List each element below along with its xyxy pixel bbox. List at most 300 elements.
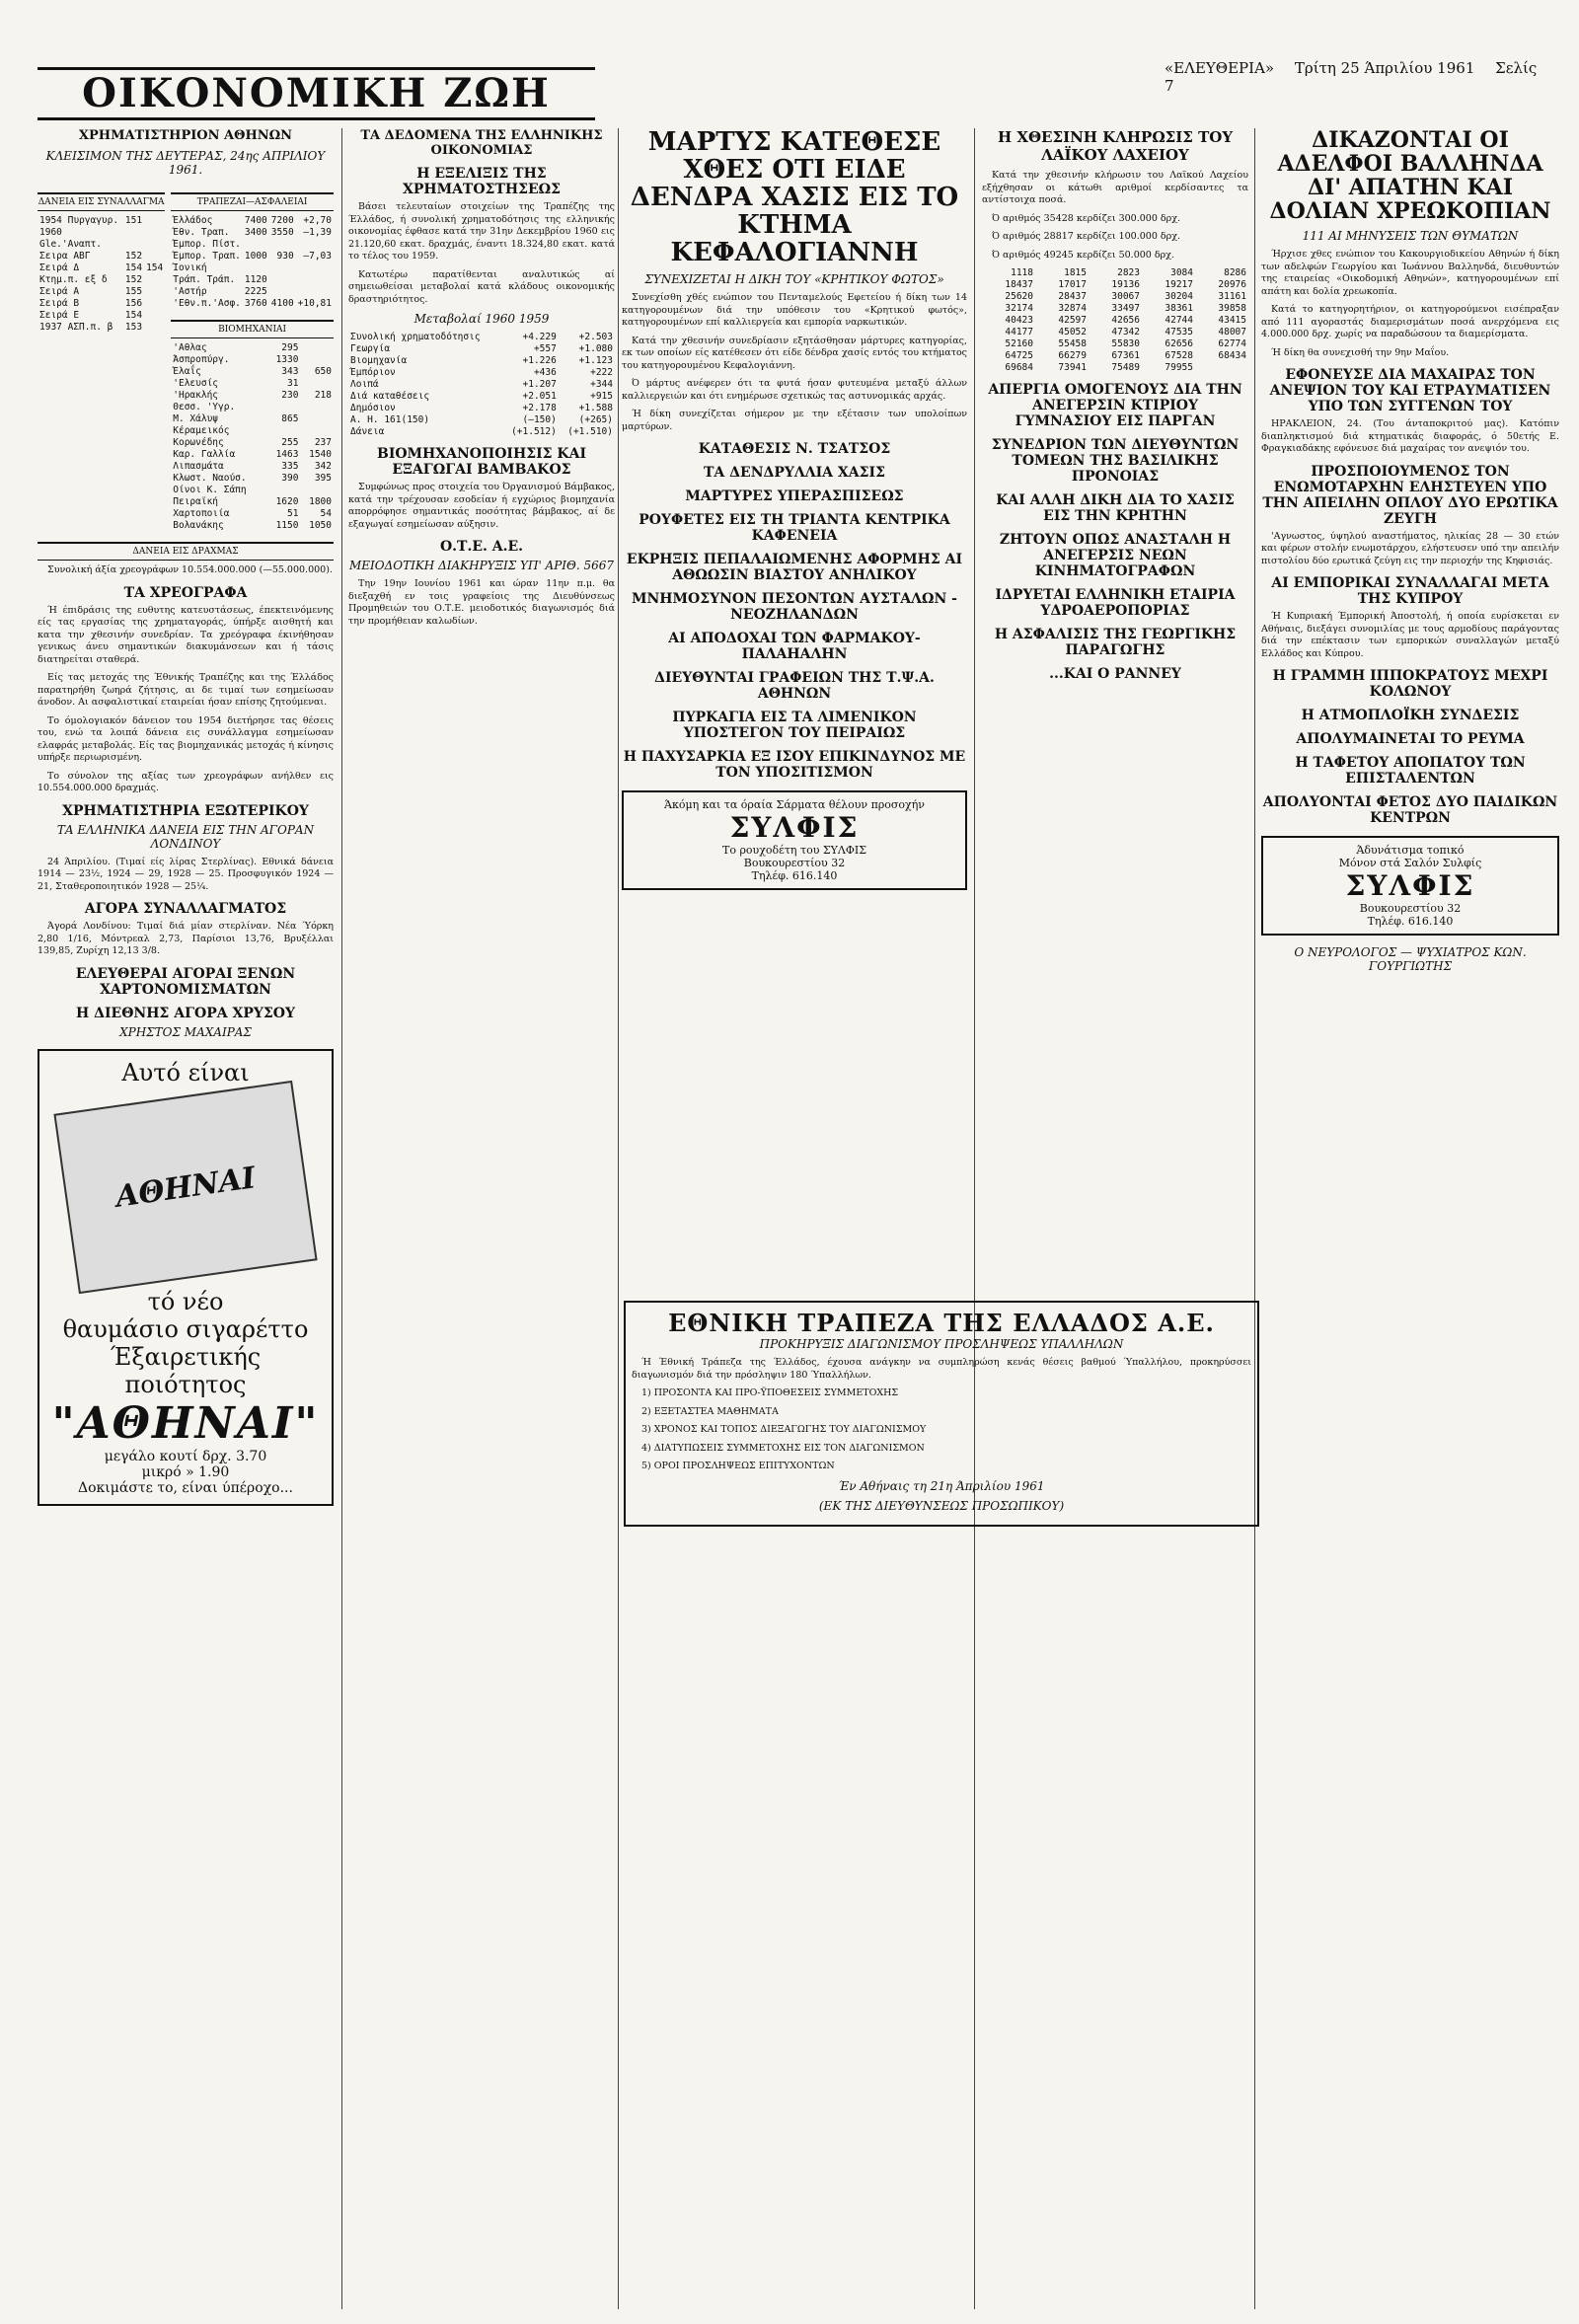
exchange-tables [38, 183, 334, 532]
page-number: Σελίς 7 [1165, 59, 1538, 95]
bank-row-cell: —7,03 [303, 251, 332, 262]
headline-explosion: ΕΚΡΗΞΙΣ ΠΕΠΑΛΑΙΩΜΕΝΗΣ ΑΦΟΡΜΗΣ ΑΙ ΑΘΩΩΣΙΝ ΒΙΑΣΤΟΥ ΑΝΗΛΙΚΟΥ [626, 552, 963, 583]
bank-row-cell [243, 239, 269, 251]
industry-row-cell: Λιπασμάτα [173, 461, 224, 472]
economy-row [348, 332, 615, 343]
loan-row [38, 286, 165, 298]
industry-row [171, 473, 334, 485]
industry-row-cell: 31 [287, 378, 299, 389]
ad-line3: θαυμάσιο σιγαρέττο [62, 1314, 309, 1343]
bank-row [171, 298, 334, 310]
lottery-number: 75489 [1111, 362, 1140, 373]
loan-row-cell: 1954 Πυργαγυρ. [39, 215, 119, 226]
headline-cinemas: ΖΗΤΟΥΝ ΟΠΩΣ ΑΝΑΣΤΑΛΗ Η ΑΝΕΓΕΡΣΙΣ ΝΕΩΝ ΚΙΝΗΜΑΤΟΓΡΑΦΩΝ [999, 532, 1232, 579]
industry-row [171, 508, 334, 520]
signature: ΧΡΗΣΤΟΣ ΜΑΧΑΙΡΑΣ [119, 1024, 252, 1039]
economy-paragraph: Βάσει τελευταίων στοιχείων της Τραπέζης της Έλλάδος, ή συνολική χρηματοδότησις της ελληνικής οικονομίας έφθασε κατά την 31ην Δεκεμβρίου 1960 εις 21.120,60 εκατ. δραχμάς, έναντι 18.324,80 εκατ. κατά το τέλος του 1959. [348, 201, 615, 262]
bank-subtitle: ΠΡΟΚΗΡΥΞΙΣ ΔΙΑΓΩΝΙΣΜΟΥ ΠΡΟΣΛΗΨΕΩΣ ΥΠΑΛΛΗΛΩΝ [759, 1337, 1124, 1351]
industry-row-cell: 'Ηρακλής [173, 390, 219, 401]
bank-paragraph: Ή Έθνική Τράπεζα της Έλλάδος, έχουσα ανάγκην να συμπληρώση κενάς θέσεις βαθμού Ύπαλλήλου, προκηρύσσει διαγωνισμόν διά την πρόσληψιν 180 Ύπαλλήλων. [632, 1357, 1251, 1381]
industry-row-cell: 218 [314, 390, 332, 401]
lottery-row [982, 267, 1248, 279]
lottery-number: 47342 [1111, 327, 1140, 337]
lottery-number: 55830 [1111, 338, 1140, 349]
bank-paragraph: 3) ΧΡΟΝΟΣ ΚΑΙ ΤΟΠΟΣ ΔΙΕΞΑΓΩΓΗΣ ΤΟΥ ΔΙΑΓΩΝΙΣΜΟΥ [641, 1424, 927, 1435]
headline-robbery: ΠΡΟΣΠΟΙΟΥΜΕΝΟΣ ΤΟΝ ΕΝΩΜΟΤΑΡΧΗΝ ΕΛΗΣΤΕΥΕΝ ΥΠΟ ΤΗΝ ΑΠΕΙΛΗΝ ΟΠΛΟΥ ΔΥΟ ΕΡΩΤΙΚΑ ΖΕΥΓΗ [1262, 463, 1558, 527]
loan-row-cell: Σειρά Β [39, 298, 80, 309]
bank-row-cell [243, 262, 269, 274]
ote-subtitle: ΜΕΙΟΔΟΤΙΚΗ ΔΙΑΚΗΡΥΞΙΣ ΥΠ' ΑΡΙΘ. 5667 [348, 559, 615, 572]
bank-row-cell [296, 274, 334, 286]
lottery-number: 42597 [1058, 315, 1087, 326]
loan-row-cell: 156 [124, 298, 143, 309]
loan-row-cell [123, 227, 144, 251]
bank-row-cell: 1120 [244, 274, 267, 285]
lottery-number: 25620 [1005, 291, 1033, 302]
economy-row [348, 403, 615, 414]
lottery-title: Η ΧΘΕΣΙΝΗ ΚΛΗΡΩΣΙΣ ΤΟΥ ΛΑΪΚΟΥ ΛΑΧΕΙΟΥ [997, 128, 1234, 164]
industry-row [171, 378, 334, 390]
lottery-number: 33497 [1111, 303, 1140, 314]
bank-row-cell: +10,81 [297, 298, 332, 309]
industry-row-cell: 255 [281, 437, 299, 448]
headline-burial: Η ΤΑΦΕΤΟΥ ΑΠΟΠΑΤΟΥ ΤΩΝ ΕΠΙΣΤΑΛΕΝΤΩΝ [1295, 755, 1526, 787]
lottery-number: 32174 [1005, 303, 1033, 314]
sulfis2-phone: Τηλέφ. 616.140 [1367, 915, 1454, 928]
headline-directors: ΔΙΕΥΘΥΝΤΑΙ ΓΡΑΦΕΙΩΝ ΤΗΣ Τ.Ψ.Α. ΑΘΗΝΩΝ [654, 670, 935, 702]
loans-table [38, 215, 165, 334]
headline-rannev: ...ΚΑΙ Ο ΡΑΝΝΕΥ [1049, 666, 1181, 682]
headline-cafes: ΡΟΥΦΕΤΕΣ ΕΙΣ ΤΗ ΤΡΙΑΝΤΑ ΚΕΝΤΡΙΚΑ ΚΑΦΕΝΕΙΑ [639, 512, 950, 544]
loan-row-cell: 1960 Gle.'Αναπτ. [39, 227, 102, 250]
bank-footer2: (ΕΚ ΤΗΣ ΔΙΕΥΘΥΝΣΕΩΣ ΠΡΟΣΩΠΙΚΟΥ) [818, 1498, 1065, 1513]
industry-title: ΒΙΟΜΗΧΑΝΙΑΙ [171, 320, 334, 338]
bank-row-cell: Ίονική [173, 262, 207, 273]
industry-row-cell: 1330 [275, 354, 299, 365]
lottery-number: 67528 [1165, 350, 1193, 361]
industry-row-cell: Καρ. Γαλλία [173, 449, 236, 460]
bank-row-cell: 4100 [270, 298, 294, 309]
sulfis-phone: Τηλέφ. 616.140 [751, 869, 838, 882]
loan-row [38, 310, 165, 322]
industry-row [171, 449, 334, 461]
industry-row-cell: 335 [281, 461, 299, 472]
economy-row-cell: +4.229 [522, 332, 557, 342]
loan-row-cell [144, 215, 165, 227]
economy-row [348, 379, 615, 391]
loan-row [38, 298, 165, 310]
lottery-number: 69684 [1005, 362, 1033, 373]
cyprus-text: Ή Κυπριακή Έμπορική Άποστολή, ή οποία ευρίσκεται εν Αθήναις, διεξάγει συνομιλίας με τους αρμοδίους παράγοντας διά την επέκτασιν των εμπορικών συναλλαγών μεταξύ Ελλάδος και Κύπρου. [1261, 611, 1559, 659]
loan-row [38, 251, 165, 262]
lottery-number: 40423 [1005, 315, 1033, 326]
loan-row-cell: 154 [124, 262, 143, 273]
trial-text [622, 292, 967, 433]
lottery-number: 8286 [1224, 267, 1246, 278]
newspaper-name: «ΕΛΕΥΘΕΡΙΑ» [1165, 59, 1275, 77]
ad-line2: τό νέο [147, 1287, 224, 1315]
foreign-text: 24 Άπριλίου. (Τιμαί είς λίρας Στερλίνας). Εθνικά δάνεια 1914 — 23½, 1924 — 29, 1928 — 25. Προσφυγικόν 1924 — 21, Σταθεροποιητικόν 1928 — 25¼. [38, 856, 334, 892]
bank-paragraph: 2) ΕΞΕΤΑΣΤΕΑ ΜΑΘΗΜΑΤΑ [641, 1405, 779, 1417]
bank-row-cell: 3760 [244, 298, 267, 309]
lottery-numbers-table [982, 267, 1248, 374]
lottery-number: 18437 [1005, 279, 1033, 290]
industry-row-cell: 390 [281, 473, 299, 484]
loan-row [38, 262, 165, 274]
bank-row-cell: +2,70 [303, 215, 332, 226]
bank-row [171, 239, 334, 251]
bank-row [171, 262, 334, 274]
ad-tagline: Δοκιμάστε το, είναι ύπέροχο... [78, 1479, 293, 1496]
lottery-number: 68434 [1218, 350, 1246, 361]
lottery-number: 62774 [1218, 338, 1246, 349]
lottery-prize: Ό αριθμός 28817 κερδίζει 100.000 δρχ. [992, 231, 1180, 242]
lottery-number: 45052 [1058, 327, 1087, 337]
economy-text [348, 201, 615, 306]
loans-title: ΔΑΝΕΙΑ ΕΙΣ ΣΥΝΑΛΛΑΓΜΑ [38, 192, 165, 211]
bank-title: ΕΘΝΙΚΗ ΤΡΑΠΕΖΑ ΤΗΣ ΕΛΛΑΔΟΣ Α.Ε. [668, 1309, 1215, 1337]
loan-row-cell: 151 [124, 215, 143, 226]
cigarette-ad [38, 1049, 334, 1506]
sulfis2-address: Βουκουρεστίου 32 [1359, 902, 1462, 915]
headline-hydro: ΙΔΡΥΕΤΑΙ ΕΛΛΗΝΙΚΗ ΕΤΑΙΡΙΑ ΥΔΡΟΑΕΡΟΠΟΡΙΑΣ [995, 587, 1236, 619]
bank-row-cell: 7200 [270, 215, 294, 226]
industry-row-cell: 'Ελευσίς [173, 378, 219, 389]
newspaper-dateline [1165, 59, 1559, 95]
bank-notice [624, 1301, 1259, 1527]
sulfis-tagline: Άκόμη και τα όραία Σάρματα θέλουν προσοχήν [664, 798, 925, 811]
industry-row-cell: 1463 [275, 449, 299, 460]
loan-row-cell: Σειρά Δ [39, 262, 80, 273]
economy-row [348, 414, 615, 426]
economy-row [348, 355, 615, 367]
industry-row [171, 402, 334, 413]
loan-row-cell: Σειρά Α [39, 286, 80, 297]
column-financial [38, 128, 334, 2309]
industry-row [171, 354, 334, 366]
lottery-number: 79955 [1165, 362, 1193, 373]
free-market-title: ΕΛΕΥΘΕΡΑΙ ΑΓΟΡΑΙ ΞΕΝΩΝ ΧΑΡΤΟΝΟΜΙΣΜΑΤΩΝ [75, 965, 296, 998]
loan-row-cell: Σειρα ΑΒΓ [39, 251, 91, 262]
robbery-text: 'Αγνωστος, ύψηλού αναστήματος, ηλικίας 28 — 30 ετών και φέρων στολήν ενωμοτάρχου, ελήστευσεν υπό την απειλήν πιστολίου δύο ερωτικά ζεύγη εις την περιοχήν της Κηφισιάς. [1261, 530, 1559, 566]
economy-table [348, 332, 615, 438]
bank-row-cell: 1000 [244, 251, 267, 262]
lottery-number: 44177 [1005, 327, 1033, 337]
lottery-number: 55458 [1058, 338, 1087, 349]
lottery-prizes [982, 213, 1248, 262]
industry-row [171, 390, 334, 402]
industry-row [171, 425, 334, 437]
headline-pharmacy: ΑΙ ΑΠΟΔΟΧΑΙ ΤΩΝ ΦΑΡΜΑΚΟΥ-ΠΑΛΑΗΑΛΗΝ [668, 631, 921, 662]
headline-fire: ΠΥΡΚΑΓΙΑ ΕΙΣ ΤΑ ΛΙΜΕΝΙΚΟΝ ΥΠΟΣΤΕΓΟΝ ΤΟΥ ΠΕΙΡΑΙΩΣ [672, 710, 917, 741]
sulfis2-tagline: Άδυνάτισμα τοπικό [1356, 844, 1465, 857]
economy-row-cell: Γεωργία [350, 343, 391, 354]
cotton-text: Συμφώνως προς στοιχεία του Όργανισμού Βάμβακος, κατά την τρέχουσαν εσοδείαν ή εγχώριος βιομηχανία απορρόφησε σημαντικάς ποσότητας βάμβακος, αί δε εξαγωγαί εσημείωσαν αύξησιν. [348, 482, 615, 530]
industry-row-cell: 1800 [309, 496, 332, 507]
trial-paragraph: Ή δίκη συνεχίζεται σήμερον με την εξέτασιν των υπολοίπων μαρτύρων. [622, 409, 967, 432]
total-value: Συνολική άξία χρεογράφων 10.554.000.000 (—55.000.000). [47, 564, 333, 575]
bank-row-cell: 7400 [244, 215, 267, 226]
lottery-number: 17017 [1058, 279, 1087, 290]
headline-current: ΑΠΟΛΥΜΑΙΝΕΤΑΙ ΤΟ ΡΕΥΜΑ [1296, 731, 1525, 747]
headline-steamship: Η ΑΤΜΟΠΛΟΪΚΗ ΣΥΝΔΕΣΙΣ [1301, 708, 1520, 723]
column-divider [618, 128, 619, 2309]
industry-row-cell [267, 402, 301, 413]
banks-title: ΤΡΑΠΕΖΑΙ—ΑΣΦΑΛΕΙΑΙ [171, 192, 334, 211]
industry-row-cell: 54 [320, 508, 332, 519]
bank-row-cell [269, 262, 296, 274]
ad-line4: Έξαιρετικής ποιότητος [110, 1342, 262, 1398]
loan-row-cell: 152 [124, 274, 143, 285]
economy-row-cell: +2.503 [578, 332, 613, 342]
lottery-number: 31161 [1218, 291, 1246, 302]
economy-table-title: Μεταβολαί 1960 1959 [414, 312, 550, 326]
industry-row [171, 520, 334, 532]
lottery-number: 1118 [1011, 267, 1033, 278]
industry-row-cell: Οίνοι Κ. Σάπη [173, 485, 247, 495]
bank-paragraph: 5) ΟΡΟΙ ΠΡΟΣΛΗΨΕΩΣ ΕΠΙΤΥΧΟΝΤΩΝ [641, 1461, 835, 1471]
loan-row-cell [144, 274, 165, 286]
headline-cyprus: ΑΙ ΕΜΠΟΡΙΚΑΙ ΣΥΝΑΛΛΑΓΑΙ ΜΕΤΑ ΤΗΣ ΚΥΠΡΟΥ [1271, 575, 1549, 607]
section-masthead: ΟΙΚΟΝΟΜΙΚΗ ΖΩΗ [38, 67, 595, 120]
economy-row-cell: Δημόσιον [350, 403, 396, 413]
sulfis-address: Βουκουρεστίου 32 [743, 857, 846, 869]
ad-price-large: μεγάλο κουτί δρχ. 3.70 [104, 1448, 267, 1464]
lottery-row [982, 338, 1248, 350]
lottery-number: 30204 [1165, 291, 1193, 302]
headline-line: Η ΓΡΑΜΜΗ ΙΠΠΟΚΡΑΤΟΥΣ ΜΕΧΡΙ ΚΟΛΩΝΟΥ [1272, 668, 1548, 700]
cotton-title: ΒΙΟΜΗΧΑΝΟΠΟΙΗΣΙΣ ΚΑΙ ΕΞΑΓΩΓΑΙ ΒΑΜΒΑΚΟΣ [376, 446, 586, 478]
bank-row-cell: Έμπορ. Πίστ. [173, 239, 241, 250]
exchange-subtitle: ΚΛΕΙΣΙΜΟΝ ΤΗΣ ΔΕΥΤΕΡΑΣ, 24ης ΑΠΡΙΛΙΟΥ 1961. [45, 149, 326, 177]
economy-row-cell: Α. Η. 161(150) [350, 414, 430, 425]
loan-row-cell: 155 [124, 286, 143, 297]
loan-row [38, 215, 165, 227]
industry-row-cell: Κέραμεικός [173, 425, 230, 436]
chronicle-paragraph: Το όμολογιακόν δάνειον του 1954 διετήρησε τας θέσεις του, ενώ τα λοιπά δάνεια εις συνάλλαγμα εσημείωσαν ελαφράς μεταβολάς. Είς τας βιομηχανικάς μετοχάς ή κίνησις υπήρξε περιωρισμένη. [38, 714, 334, 763]
sulfis-ad [622, 790, 967, 890]
bank-row-cell: 930 [276, 251, 294, 262]
economy-title: ΤΑ ΔΕΔΟΜΕΝΑ ΤΗΣ ΕΛΛΗΝΙΚΗΣ ΟΙΚΟΝΟΜΙΑΣ [360, 128, 603, 158]
lottery-number: 67361 [1111, 350, 1140, 361]
loan-row-cell [144, 227, 165, 251]
ote-text: Την 19ην Ιουνίου 1961 και ώραν 11ην π.μ. θα διεξαχθή εν τοις γραφείοις της Διευθύνσεως Προμηθειών του Ο.Τ.Ε. μειοδοτικός διαγωνισμός διά την προμήθειαν καλωδίων. [348, 578, 615, 627]
newspaper-page [20, 39, 1559, 2309]
headline-obesity: Η ΠΑΧΥΣΑΡΚΙΑ ΕΞ ΙΣΟΥ ΕΠΙΚΙΝΔΥΝΟΣ ΜΕ ΤΟΝ ΥΠΟΣΙΤΙΣΜΟΝ [623, 749, 966, 781]
lottery-row [982, 315, 1248, 327]
lottery-row [982, 291, 1248, 303]
industry-row-cell: 650 [314, 366, 332, 377]
loan-row-cell: Σειρά Ε [39, 310, 80, 321]
bank-row [171, 274, 334, 286]
economy-row-cell: +1.123 [578, 355, 613, 366]
headline-valinda: ΔΙΚΑΖΟΝΤΑΙ ΟΙ ΑΔΕΛΦΟΙ ΒΑΛΛΗΝΔΑ ΔΙ' ΑΠΑΤΗΝ ΚΑΙ ΔΟΛΙΑΝ ΧΡΕΩΚΟΠΙΑΝ [1269, 128, 1551, 224]
lottery-prize: Ό αριθμός 49245 κερδίζει 50.000 δρχ. [992, 249, 1174, 261]
headline-testimony: ΚΑΤΑΘΕΣΙΣ Ν. ΤΣΑΤΣΟΣ [698, 441, 891, 457]
lottery-number: 39858 [1218, 303, 1246, 314]
industry-row-cell: 237 [314, 437, 332, 448]
column-economy [348, 128, 615, 2309]
lottery-number: 43415 [1218, 315, 1246, 326]
industry-row-cell [267, 425, 301, 437]
economy-row-cell: Βιομηχανία [350, 355, 408, 366]
ad-line1: Αυτό είναι [121, 1058, 250, 1087]
lottery-number: 66279 [1058, 350, 1087, 361]
chronicle-text [38, 605, 334, 795]
economy-row-cell: +2.051 [522, 391, 557, 402]
economy-row-cell: Συνολική χρηματοδότησις [350, 332, 481, 342]
bank-row [171, 227, 334, 239]
column-divider [341, 128, 342, 2309]
sulfis2-line: Μόνον στά Σαλόν Συλφίς [1338, 857, 1482, 869]
bank-row-cell [296, 286, 334, 298]
industry-row-cell: 343 [281, 366, 299, 377]
loan-row-cell [144, 310, 165, 322]
industry-row-cell: 395 [314, 473, 332, 484]
loan-row-cell [144, 251, 165, 262]
bank-row-cell: 2225 [244, 286, 267, 297]
page-header [20, 39, 1559, 116]
lottery-row [982, 362, 1248, 374]
industry-row-cell: 1540 [309, 449, 332, 460]
headline-trial: ΜΑΡΤΥΣ ΚΑΤΕΘΕΣΕ ΧΘΕΣ ΟΤΙ ΕΙΔΕ ΔΕΝΔΡΑ ΧΑΣΙΣ ΕΙΣ ΤΟ ΚΤΗΜΑ ΚΕΦΑΛΟΓΙΑΝΝΗ [630, 128, 959, 267]
loan-row-cell [144, 286, 165, 298]
industry-row-cell: Κλωστ. Ναούσ. [173, 473, 247, 484]
bank-row-cell: —1,39 [303, 227, 332, 238]
industry-row-cell [300, 378, 334, 390]
economy-row [348, 367, 615, 379]
loan-row-cell: 154 [146, 262, 164, 273]
sulfis2-brand: ΣΥΛΦΙΣ [1345, 869, 1475, 902]
bank-paragraph: 4) ΔΙΑΤΥΠΩΣΕΙΣ ΣΥΜΜΕΤΟΧΗΣ ΕΙΣ ΤΟΝ ΔΙΑΓΩΝΙΣΜΟΝ [641, 1442, 925, 1454]
economy-row-cell: (+1.510) [567, 426, 613, 437]
economy-row-cell: +1.226 [522, 355, 557, 366]
industry-row-cell: 342 [314, 461, 332, 472]
industry-row-cell [300, 485, 334, 496]
lottery-number: 30067 [1111, 291, 1140, 302]
industry-row-cell: Βολανάκης [173, 520, 224, 531]
trial-paragraph: Συνεχίσθη χθές ενώπιον του Πενταμελούς Εφετείου ή δίκη των 14 κατηγορουμένων διά την υπόθεσιν του «Κρητικού φωτός», κατηγορουμένων επί καλλιεργεία και εμπορία ναρκωτικών. [622, 292, 967, 328]
loan-row [38, 227, 165, 251]
industry-row [171, 366, 334, 378]
economy-row-cell: +557 [533, 343, 557, 354]
headline-strike: ΑΠΕΡΓΙΑ ΟΜΟΓΕΝΟΥΣ ΔΙΑ ΤΗΝ ΑΝΕΓΕΡΣΙΝ ΚΤΙΡΙΟΥ ΓΥΜΝΑΣΙΟΥ ΕΙΣ ΠΑΡΓΑΝ [988, 382, 1242, 429]
bank-footer: Έν Αθήναις τη 21η Άπριλίου 1961 [838, 1478, 1045, 1493]
economy-row-cell: +1.080 [578, 343, 613, 354]
industry-table [171, 342, 334, 532]
loan-row-cell: 153 [124, 322, 143, 333]
lottery-number: 3084 [1170, 267, 1193, 278]
bank-row [171, 286, 334, 298]
lottery-row [982, 350, 1248, 362]
economy-row-cell: (+1.512) [511, 426, 557, 437]
chronicle-title: ΤΑ ΧΡΕΟΓΡΑΦΑ [123, 584, 248, 601]
industry-row-cell: 230 [281, 390, 299, 401]
loan-row-cell [144, 322, 165, 334]
exchange-title: ΧΡΗΜΑΤΙΣΤΗΡΙΟΝ ΑΘΗΝΩΝ [78, 128, 293, 143]
bank-row-cell: Έμπορ. Τραπ. [173, 251, 241, 262]
lottery-number: 20976 [1218, 279, 1246, 290]
industry-row-cell: Άσπροπύργ. [173, 354, 230, 365]
headline-witnesses: ΜΑΡΤΥΡΕΣ ΥΠΕΡΑΣΠΙΣΕΩΣ [685, 488, 904, 504]
headline-memorial: ΜΝΗΜΟΣΥΝΟΝ ΠΕΣΟΝΤΩΝ ΑΥΣΤΑΛΩΝ - ΝΕΟΖΗΛΑΝΔΩΝ [632, 591, 957, 623]
loan-row-cell: 1937 ΑΣΠ.π. β [39, 322, 113, 333]
column-divider [974, 128, 975, 2309]
valinda-paragraph: Ή δίκη θα συνεχισθή την 9ην Μαΐου. [1271, 346, 1450, 358]
lottery-number: 64725 [1005, 350, 1033, 361]
economy-row-cell: +915 [590, 391, 613, 402]
industry-row-cell: 1150 [275, 520, 299, 531]
loan-row [38, 322, 165, 334]
industry-row-cell [300, 354, 334, 366]
bank-row-cell [269, 239, 296, 251]
bank-row-cell: 'Αστήρ [173, 286, 207, 297]
economy-row-cell: Λοιπά [350, 379, 379, 390]
industry-row-cell [300, 413, 334, 425]
lottery-prize: Ό αριθμός 35428 κερδίζει 300.000 δρχ. [992, 212, 1180, 224]
economy-row-cell: +436 [533, 367, 557, 378]
economy-row [348, 426, 615, 438]
bank-row-cell: Τράπ. Τράπ. [173, 274, 236, 285]
industry-row [171, 461, 334, 473]
ote-title: Ο.Τ.Ε. Α.Ε. [439, 539, 524, 555]
sulfis-ad-2 [1261, 836, 1559, 936]
economy-subtitle: Η ΕΞΕΛΙΞΙΣ ΤΗΣ ΧΡΗΜΑΤΟΣΤΗΣΕΩΣ [402, 166, 562, 197]
chronicle-paragraph: Είς τας μετοχάς της Έθνικής Τραπέζης και της Έλλάδος παρατηρήθη ζωηρά ζήτησις, αι δε τιμαί των εσημείωσαν άνοδον. Αι ασφαλιστικαί εταιρείαι ήσαν επίσης ζητούμεναι. [38, 672, 334, 708]
chronicle-paragraph: Το σύνολον της αξίας των χρεογράφων ανήλθεν εις 10.554.000.000 δραχμάς. [38, 770, 334, 793]
bank-row [171, 251, 334, 262]
lottery-number: 19217 [1165, 279, 1193, 290]
ad-brand: "ΑΘΗΝΑΙ" [51, 1397, 320, 1449]
cigarette-pack-image [53, 1080, 317, 1293]
column-courts [1261, 128, 1559, 2309]
lottery-number: 52160 [1005, 338, 1033, 349]
column-news [622, 128, 967, 2309]
economy-row-cell: Διά καταθέσεις [350, 391, 430, 402]
industry-row-cell: 51 [287, 508, 299, 519]
industry-row-cell: Κορωνέδης [173, 437, 224, 448]
industry-row-cell: Χαρτοποιία [173, 508, 230, 519]
industry-row-cell [300, 342, 334, 354]
economy-row-cell: Έμπόριον [350, 367, 396, 378]
foreign-title: ΧΡΗΜΑΤΙΣΤΗΡΙΑ ΕΞΩΤΕΡΙΚΟΥ [62, 802, 309, 819]
bank-row-cell [269, 274, 296, 286]
issue-date: Τρίτη 25 Άπριλίου 1961 [1294, 59, 1475, 77]
industry-row-cell: 'Αθλας [173, 342, 207, 353]
valinda-paragraph: Ήρχισε χθες ενώπιον του Κακουργιοδικείου Αθηνών ή δίκη των αδελφών Γεωργίου και Ίωάννου Βαλληνδά, διευθυντών της εταιρείας «Οικοδομική Αθηνών», κατηγορουμένων επί απάτη και δολία χρεωκοπία. [1261, 249, 1559, 297]
valinda-paragraph: Κατά το κατηγορητήριον, οι κατηγορούμενοι εισέπραξαν από 111 αγοραστάς διαμερισμάτων ποσά ανερχόμενα εις 4.000.000 δρχ. χωρίς να παραδώσουν τα διαμερίσματα. [1261, 304, 1559, 339]
headline-congress: ΣΥΝΕΔΡΙΟΝ ΤΩΝ ΔΙΕΥΘΥΝΤΩΝ ΤΟΜΕΩΝ ΤΗΣ ΒΑΣΙΛΙΚΗΣ ΠΡΟΝΟΙΑΣ [991, 437, 1240, 485]
pack-label: ΑΘΗΝΑΙ [113, 1160, 258, 1214]
lottery-row [982, 303, 1248, 315]
lottery-number: 28437 [1058, 291, 1087, 302]
bank-row-cell: 3400 [244, 227, 267, 238]
lottery-number: 19136 [1111, 279, 1140, 290]
economy-row-cell: +1.207 [522, 379, 557, 390]
column-divider [1254, 128, 1255, 2309]
lottery-number: 42656 [1111, 315, 1140, 326]
lottery-number: 62656 [1165, 338, 1193, 349]
bank-row-cell: Έλλάδος [173, 215, 213, 226]
stabbing-text: ΗΡΑΚΛΕΙΟΝ, 24. (Του άνταποκριτού μας). Κατόπιν διαπληκτισμού διά κτηματικάς διαφοράς, ό 50ετής Ε. Φραγκιαδάκης εφόνευσε διά μαχαίρας τον ανεψιόν του. [1261, 418, 1559, 454]
bank-row-cell [269, 286, 296, 298]
bank-row [171, 215, 334, 227]
industry-row-cell: 295 [281, 342, 299, 353]
economy-row-cell: +222 [590, 367, 613, 378]
industry-row-cell: Έλαΐς [173, 366, 201, 377]
headline-insurance: Η ΑΣΦΑΛΙΣΙΣ ΤΗΣ ΓΕΩΡΓΙΚΗΣ ΠΑΡΑΓΩΓΗΣ [994, 627, 1237, 658]
lottery-number: 2823 [1117, 267, 1140, 278]
